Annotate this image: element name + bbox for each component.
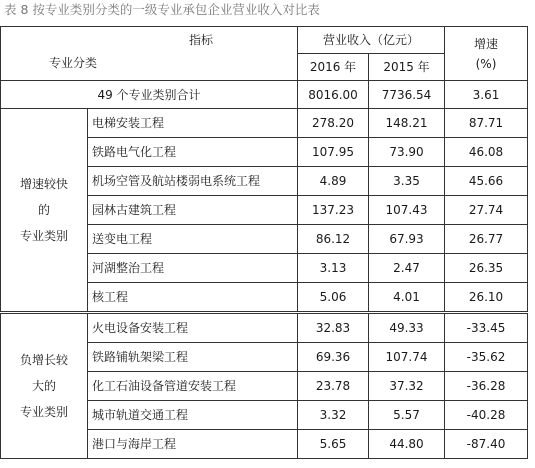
value-2016: 3.32: [298, 401, 369, 430]
revenue-table-bottom: [0, 313, 528, 459]
group-label-line: 专业类别: [19, 405, 68, 419]
value-2016: 23.78: [298, 372, 369, 401]
value-2015: 67.93: [369, 225, 445, 254]
category-name: 城市轨道交通工程: [88, 401, 298, 430]
growth-value: -33.45: [445, 314, 528, 343]
header-growth-unit: (%): [475, 56, 497, 71]
category-name: 火电设备安装工程: [88, 314, 298, 343]
category-name: 核工程: [88, 283, 298, 312]
value-2015: 37.32: [369, 372, 445, 401]
table-caption: 表 8 按专业类别分类的一级专业承包企业营业收入对比表: [4, 2, 320, 17]
group-label-line: 专业类别: [19, 229, 68, 243]
growth-value: 26.35: [445, 254, 528, 283]
category-name: 河湖整治工程: [88, 254, 298, 283]
value-2015: 73.90: [369, 138, 445, 167]
growth-value: 87.71: [445, 109, 528, 138]
value-2015: 107.74: [369, 343, 445, 372]
category-name: 化工石油设备管道安装工程: [88, 372, 298, 401]
value-2015: 49.33: [369, 314, 445, 343]
value-2015: 148.21: [369, 109, 445, 138]
value-2016: 5.65: [298, 430, 369, 459]
growth-value: -35.62: [445, 343, 528, 372]
value-2015: 2.47: [369, 254, 445, 283]
group-label-fast: [1, 109, 88, 312]
growth-value: 46.08: [445, 138, 528, 167]
growth-value: 27.74: [445, 196, 528, 225]
growth-value: 45.66: [445, 167, 528, 196]
group-label-line: 大的: [31, 379, 56, 393]
value-2015: 44.80: [369, 430, 445, 459]
group-label-negative: [1, 314, 88, 459]
value-2016: 86.12: [298, 225, 369, 254]
total-row: [1, 81, 528, 109]
category-name: 港口与海岸工程: [88, 430, 298, 459]
group-label-line: 增速较快: [19, 177, 68, 191]
value-2016: 278.20: [298, 109, 369, 138]
growth-value: 26.77: [445, 225, 528, 254]
value-2016: 69.36: [298, 343, 369, 372]
category-name: 铁路铺轨架梁工程: [88, 343, 298, 372]
revenue-table-top: [0, 26, 528, 312]
growth-value: -40.28: [445, 401, 528, 430]
header-revenue: 营业收入（亿元）: [298, 27, 445, 54]
growth-value: -87.40: [445, 430, 528, 459]
value-2016: 32.83: [298, 314, 369, 343]
header-year-2015: 2015 年: [369, 54, 445, 81]
table-row: [1, 109, 528, 138]
table-row: [1, 314, 528, 343]
value-2015: 107.43: [369, 196, 445, 225]
category-name: 园林古建筑工程: [88, 196, 298, 225]
header-category: 专业分类: [49, 56, 98, 70]
value-2016: 107.95: [298, 138, 369, 167]
category-name: 送变电工程: [88, 225, 298, 254]
value-2015: 3.35: [369, 167, 445, 196]
value-2016: 5.06: [298, 283, 369, 312]
value-2016: 3.13: [298, 254, 369, 283]
value-2015: 4.01: [369, 283, 445, 312]
total-2016: 8016.00: [298, 81, 369, 109]
header-growth-label: 增速: [474, 36, 499, 51]
header-indicator: 指标: [188, 33, 213, 47]
value-2016: 137.23: [298, 196, 369, 225]
total-2015: 7736.54: [369, 81, 445, 109]
category-name: 机场空管及航站楼弱电系统工程: [88, 167, 298, 196]
header-growth: [445, 27, 528, 81]
total-label: 49 个专业类别合计: [1, 81, 298, 109]
growth-value: 26.10: [445, 283, 528, 312]
group-label-line: 的: [37, 203, 50, 217]
header-year-2016: 2016 年: [298, 54, 369, 81]
total-growth: 3.61: [445, 81, 528, 109]
group-label-line: 负增长较: [19, 353, 68, 367]
header-diagonal-cell: [1, 27, 298, 81]
value-2016: 4.89: [298, 167, 369, 196]
category-name: 铁路电气化工程: [88, 138, 298, 167]
category-name: 电梯安装工程: [88, 109, 298, 138]
value-2015: 5.57: [369, 401, 445, 430]
growth-value: -36.28: [445, 372, 528, 401]
